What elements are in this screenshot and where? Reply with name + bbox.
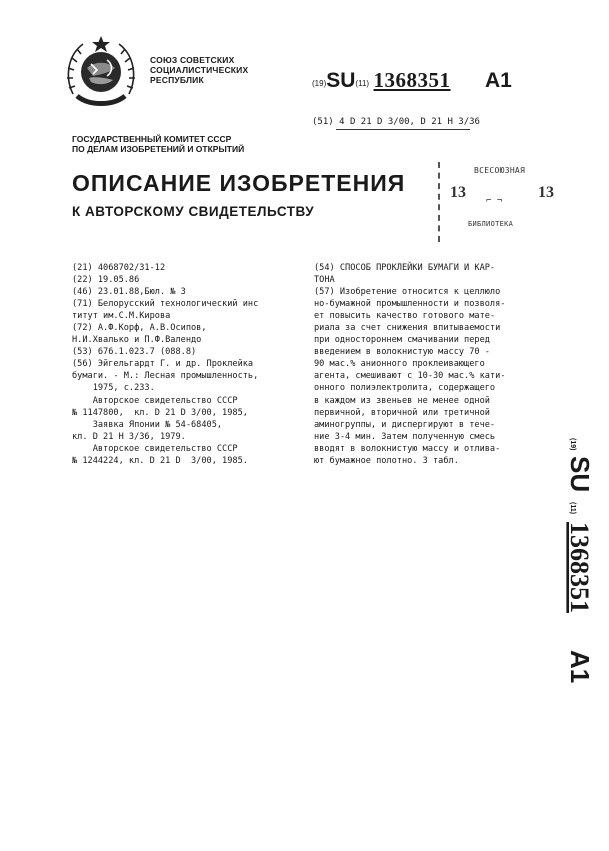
biblio-line: (56) Эйгельгардт Г. и др. Проклейка	[72, 359, 254, 370]
ipc-prefix: (51) 4	[312, 117, 345, 127]
vertical-code-11: (11)	[569, 502, 576, 515]
abstract-line: 90 мас.% анионного проклеивающего	[314, 359, 485, 370]
committee	[72, 134, 244, 154]
biblio-line: № 1244224, кл. D 21 D 3/00, 1985.	[72, 455, 248, 466]
stamp-top-text: ВСЕСОЮЗНАЯ	[474, 166, 526, 175]
biblio-line: Заявка Японии № 54-68405,	[72, 419, 223, 430]
abstract-line: вводят в волокнистую массу и отлива-	[314, 443, 501, 454]
code-19: (19)	[312, 79, 327, 88]
abstract-line: при одностороннем смачивании перед	[314, 335, 490, 346]
ipc-codes: D 21 D 3/00, D 21 H 3/36	[349, 117, 480, 127]
kind-code: A1	[484, 69, 512, 92]
stamp-bottom-text: БИБЛИОТЕКА	[468, 220, 514, 228]
org-line: СОЮЗ СОВЕТСКИХ	[150, 55, 235, 65]
state-emblem	[63, 34, 139, 110]
abstract-line: ние 3-4 мин. Затем полученную смесь	[314, 431, 496, 442]
vertical-patent-number	[543, 438, 595, 698]
abstract-line: онного полиэлектролита, содержащего	[314, 383, 496, 394]
abstract	[314, 262, 546, 467]
patent-number: 1368351	[373, 68, 451, 92]
biblio-line: (21) 4068702/31-12	[72, 263, 166, 273]
vertical-patent-number-text: 1368351	[565, 522, 594, 613]
issuing-state	[150, 55, 248, 85]
biblio-line: 1975, с.233.	[72, 383, 155, 394]
biblio-line: Авторское свидетельство СССР	[72, 443, 238, 454]
biblio-line: Авторское свидетельство СССР	[72, 395, 238, 406]
biblio-line: (71) Белорусский технологический инс	[72, 299, 259, 310]
ipc-underline	[336, 129, 470, 130]
biblio-line: кл. D 21 H 3/36, 1979.	[72, 431, 186, 442]
biblio-line: бумаги. - М.: Лесная промышленность,	[72, 371, 259, 382]
committee-line: ГОСУДАРСТВЕННЫЙ КОМИТЕТ СССР	[72, 134, 232, 144]
ipc-classification	[312, 117, 480, 127]
code-11: (11)	[355, 79, 370, 88]
abstract-line: введением в волокнистую массу 70 -	[314, 347, 490, 358]
country-code: SU	[326, 69, 356, 92]
org-line: СОЦИАЛИСТИЧЕСКИХ	[150, 65, 249, 75]
biblio-line: (22) 19.05.86	[72, 275, 140, 286]
abstract-line: аминогруппы, и диспергируют в тече-	[314, 419, 496, 430]
org-line: РЕСПУБЛИК	[150, 75, 204, 85]
stamp-left-number: 13	[450, 184, 466, 201]
document-title: ОПИСАНИЕ ИЗОБРЕТЕНИЯ	[72, 170, 406, 196]
abstract-line: первичной, вторичной или третичной	[314, 407, 490, 418]
vertical-country: SU	[565, 456, 595, 493]
document-subtitle: К АВТОРСКОМУ СВИДЕТЕЛЬСТВУ	[72, 204, 315, 219]
biblio-line: (46) 23.01.88,Бюл. № 3	[72, 287, 186, 298]
committee-line: ПО ДЕЛАМ ИЗОБРЕТЕНИЙ И ОТКРЫТИЙ	[72, 144, 245, 154]
vertical-kind: A1	[565, 650, 595, 684]
abstract-line: в каждом из звеньев не менее одной	[314, 395, 490, 406]
biblio-line: титут им.С.М.Кирова	[72, 311, 171, 322]
stamp-right-number: 13	[538, 184, 554, 201]
patent-number-header	[312, 68, 512, 93]
abstract-line: ТОНА	[314, 275, 335, 286]
vertical-code-19: (19)	[569, 438, 576, 451]
biblio-line: № 1147800, кл. D 21 D 3/00, 1985,	[72, 407, 248, 418]
biblio-line: Н.И.Хвалько и П.Ф.Валендо	[72, 335, 202, 346]
abstract-line: (54) СПОСОБ ПРОКЛЕЙКИ БУМАГИ И КАР-	[314, 263, 496, 273]
library-stamp	[438, 162, 560, 242]
abstract-line: агента, смешивают с 10-30 мас.% кати-	[314, 371, 506, 382]
abstract-line: ет повысить качество готового мате-	[314, 311, 496, 322]
biblio-line: (53) 676.1.023.7 (088.8)	[72, 347, 197, 358]
bibliographic-data	[72, 262, 297, 467]
abstract-line: риала за счет снижения впитываемости	[314, 323, 501, 334]
biblio-line: (72) А.Ф.Корф, А.В.Осипов,	[72, 323, 207, 334]
abstract-line: (57) Изобретение относится к целлюло	[314, 287, 501, 298]
abstract-line: но-бумажной промышленности и позволя-	[314, 299, 506, 310]
stamp-center-mark: ⌐ ¬	[486, 196, 503, 206]
abstract-line: ют бумажное полотно. 3 табл.	[314, 455, 459, 466]
